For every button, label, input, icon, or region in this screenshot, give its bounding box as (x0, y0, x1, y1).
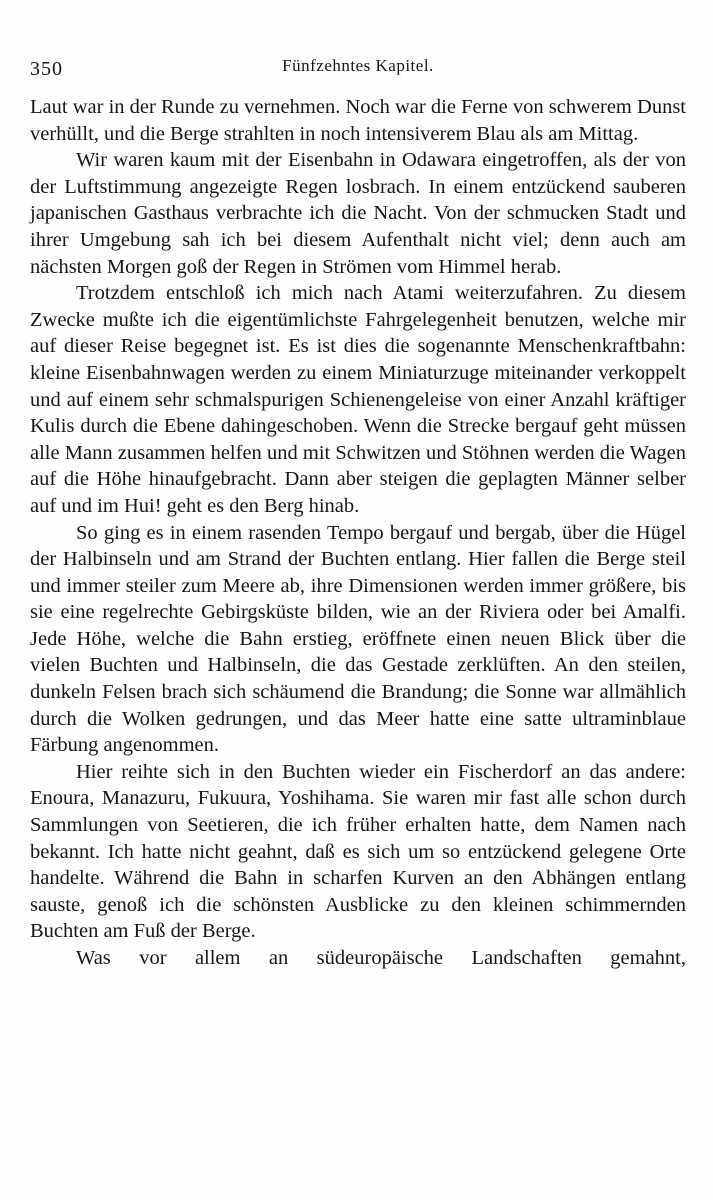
page-number: 350 (30, 58, 63, 80)
body-text (30, 94, 686, 972)
book-page (30, 54, 686, 972)
running-head: Fünfzehntes Kapitel. (282, 56, 434, 75)
paragraph-1: Laut war in der Runde zu vernehmen. Noch war die Ferne von schwerem Dunst verhüllt, und die Berge strahlten in noch intensiverem Blau als am Mittag. (30, 96, 686, 145)
paragraph-5: Hier reihte sich in den Buchten wieder ein Fischerdorf an das andere: Enoura, Manazuru, Fukuura, Yoshihama. Sie waren mir fast alle schon durch Sammlungen von Seetieren, die ich früher erhalten hatte, dem Namen nach bekannt. Ich hatte nicht geahnt, daß es sich um so entzückend gelegene Orte handelte. Während die Bahn in scharfen Kurven an den Abhängen entlang sauste, genoß ich die schönsten Ausblicke zu den kleinen schimmernden Buchten am Fuß der Berge. (30, 760, 686, 943)
paragraph-2: Wir waren kaum mit der Eisenbahn in Odawara eingetroffen, als der von der Luftstimmung angezeigte Regen losbrach. In einem entzückend sauberen japanischen Gasthaus verbrachte ich die Nacht. Von der schmucken Stadt und ihrer Umgebung sah ich bei diesem Aufenthalt nicht viel; denn auch am nächsten Morgen goß der Regen in Strömen vom Himmel herab. (30, 149, 686, 278)
paragraph-4: So ging es in einem rasenden Tempo bergauf und bergab, über die Hügel der Halbinseln und am Strand der Buchten entlang. Hier fallen die Berge steil und immer steiler zum Meere ab, ihre Dimensionen werden immer größere, bis sie eine regelrechte Gebirgsküste bilden, wie an der Riviera oder bei Amalfi. Jede Höhe, welche die Bahn erstieg, eröffnete einen neuen Blick über die vielen Buchten und Halbinseln, die das Gestade zerklüften. An den steilen, dunkeln Felsen brach sich schäumend die Brandung; die Sonne war allmählich durch die Wolken gedrungen, und das Meer hatte eine satte ultraminblaue Färbung angenommen. (30, 521, 686, 757)
paragraph-3: Trotzdem entschloß ich mich nach Atami weiterzufahren. Zu diesem Zwecke mußte ich die eigentümlichste Fahrgelegenheit benutzen, welche mir auf dieser Reise begegnet ist. Es ist dies die sogenannte Menschenkraftbahn: kleine Eisenbahnwagen werden zu einem Miniaturzuge miteinander verkoppelt und auf einem sehr schmalspurigen Schienengeleise von einer Anzahl kräftiger Kulis durch die Ebene dahingeschoben. Wenn die Strecke bergauf geht müssen alle Mann zusammen helfen und mit Schwitzen und Stöhnen werden die Wagen auf die Höhe hinaufgebracht. Dann aber steigen die geplagten Männer selber auf und im Hui! geht es den Berg hinab. (30, 282, 686, 517)
page-header (30, 54, 686, 84)
paragraph-6: Was vor allem an südeuropäische Landschaften gemahnt, (76, 947, 686, 969)
